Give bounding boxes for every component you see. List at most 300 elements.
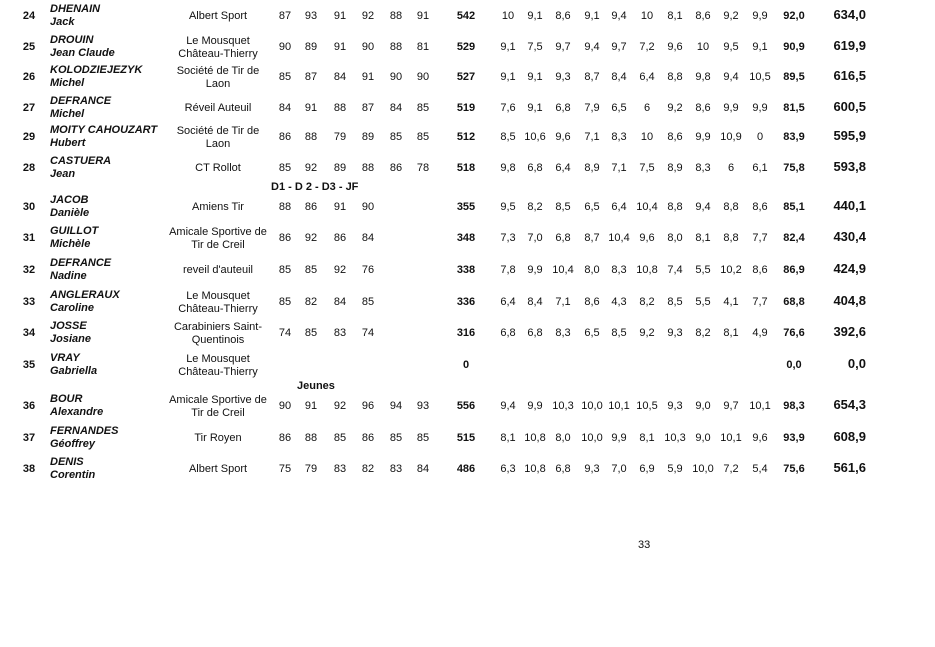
final-shot: 6,4 bbox=[639, 71, 655, 83]
series-score: 86 bbox=[389, 162, 403, 174]
series-score: 85 bbox=[389, 432, 403, 444]
series-score: 96 bbox=[361, 400, 375, 412]
final-shot: 9,1 bbox=[584, 10, 600, 22]
series-score: 85 bbox=[278, 162, 292, 174]
series-score: 90 bbox=[389, 71, 403, 83]
club-name: Société de Tir de Laon bbox=[176, 65, 260, 90]
series-score: 86 bbox=[304, 201, 318, 213]
first-name: Alexandre bbox=[50, 406, 104, 418]
series-score: 88 bbox=[389, 10, 403, 22]
final-shot: 9,9 bbox=[695, 131, 711, 143]
final-shot: 4,9 bbox=[752, 327, 768, 339]
series-score: 89 bbox=[361, 131, 375, 143]
series-score: 85 bbox=[278, 71, 292, 83]
first-name: Hubert bbox=[50, 137, 86, 149]
final-shot: 9,1 bbox=[527, 71, 543, 83]
shooter-name bbox=[50, 289, 120, 315]
last-name: DHENAIN bbox=[50, 3, 101, 15]
club-name: Albert Sport bbox=[188, 10, 248, 22]
last-name: MOITY CAHOUZART bbox=[50, 124, 158, 136]
last-name: DENIS bbox=[50, 456, 84, 468]
grand-total: 0,0 bbox=[847, 356, 866, 371]
final-shot: 8,8 bbox=[667, 71, 683, 83]
final-shot: 8,2 bbox=[695, 327, 711, 339]
final-shot: 8,5 bbox=[611, 327, 627, 339]
final-shot: 8,7 bbox=[584, 71, 600, 83]
series-score: 88 bbox=[361, 162, 375, 174]
shooter-name bbox=[50, 425, 118, 451]
final-shot: 9,2 bbox=[639, 327, 655, 339]
final-shot: 9,1 bbox=[527, 10, 543, 22]
last-name: DEFRANCE bbox=[50, 95, 112, 107]
final-shot: 7,3 bbox=[500, 232, 516, 244]
final-shot: 9,4 bbox=[695, 201, 711, 213]
final-shot: 8,2 bbox=[639, 296, 655, 308]
rank: 27 bbox=[22, 102, 36, 114]
first-name: Josiane bbox=[50, 333, 91, 345]
series-score: 84 bbox=[333, 71, 347, 83]
first-name: Géoffrey bbox=[50, 438, 96, 450]
final-shot: 6,9 bbox=[639, 463, 655, 475]
final-shot: 7,1 bbox=[611, 162, 627, 174]
final-shot: 8,1 bbox=[639, 432, 655, 444]
series-score: 90 bbox=[278, 400, 292, 412]
final-shot: 8,6 bbox=[584, 296, 600, 308]
series-score: 91 bbox=[304, 400, 318, 412]
final-shot: 8,6 bbox=[695, 102, 711, 114]
final-shot: 4,3 bbox=[611, 296, 627, 308]
first-name: Jack bbox=[50, 16, 75, 28]
final-shot: 9,9 bbox=[527, 264, 543, 276]
series-score: 90 bbox=[361, 41, 375, 53]
club-name: Le Mousquet Château-Thierry bbox=[178, 353, 258, 378]
final-shot: 10,3 bbox=[664, 432, 686, 444]
final-shot: 9,7 bbox=[611, 41, 627, 53]
final-shot: 10,0 bbox=[581, 432, 603, 444]
final-shot: 9,6 bbox=[667, 41, 683, 53]
final-shot: 6,5 bbox=[584, 201, 600, 213]
grand-total: 404,8 bbox=[833, 293, 866, 308]
series-score: 93 bbox=[416, 400, 430, 412]
final-total: 75,8 bbox=[783, 162, 805, 174]
final-shot: 9,1 bbox=[500, 71, 516, 83]
series-score: 87 bbox=[278, 10, 292, 22]
series-score: 79 bbox=[304, 463, 318, 475]
series-score: 85 bbox=[304, 327, 318, 339]
final-shot: 8,1 bbox=[723, 327, 739, 339]
last-name: ANGLERAUX bbox=[50, 289, 120, 301]
final-shot: 8,6 bbox=[695, 10, 711, 22]
final-shot: 7,5 bbox=[639, 162, 655, 174]
series-score: 88 bbox=[304, 131, 318, 143]
last-name: KOLODZIEJEZYK bbox=[50, 64, 143, 76]
rank: 29 bbox=[22, 131, 36, 143]
final-shot: 10 bbox=[640, 131, 654, 143]
series-score: 84 bbox=[278, 102, 292, 114]
final-total: 86,9 bbox=[783, 264, 805, 276]
shooter-name bbox=[50, 124, 157, 150]
final-shot: 8,1 bbox=[500, 432, 516, 444]
series-score: 92 bbox=[361, 10, 375, 22]
series-score: 74 bbox=[278, 327, 292, 339]
series-score: 91 bbox=[416, 10, 430, 22]
final-shot: 8,1 bbox=[667, 10, 683, 22]
first-name: Nadine bbox=[50, 270, 87, 282]
club-name: Amicale Sportive de Tir de Creil bbox=[169, 394, 267, 419]
grand-total: 430,4 bbox=[833, 229, 866, 244]
series-score: 84 bbox=[361, 232, 375, 244]
qualification-total: 0 bbox=[462, 359, 470, 371]
club-name: Société de Tir de Laon bbox=[176, 125, 260, 150]
series-score: 85 bbox=[416, 432, 430, 444]
section-heading: Jeunes bbox=[297, 380, 335, 392]
first-name: Jean Claude bbox=[50, 47, 115, 59]
final-shot: 8,5 bbox=[500, 131, 516, 143]
series-score: 75 bbox=[278, 463, 292, 475]
series-score: 91 bbox=[361, 71, 375, 83]
final-shot: 9,9 bbox=[527, 400, 543, 412]
section-heading: D1 - D 2 - D3 - JF bbox=[271, 181, 359, 193]
final-shot: 7,2 bbox=[723, 463, 739, 475]
qualification-total: 542 bbox=[456, 10, 476, 22]
final-shot: 10,1 bbox=[720, 432, 742, 444]
final-shot: 10 bbox=[696, 41, 710, 53]
first-name: Michel bbox=[50, 77, 85, 89]
shooter-name bbox=[50, 257, 111, 283]
series-score: 91 bbox=[304, 102, 318, 114]
series-score: 88 bbox=[333, 102, 347, 114]
first-name: Michèle bbox=[50, 238, 91, 250]
final-shot: 10,6 bbox=[524, 131, 546, 143]
final-shot: 10,9 bbox=[720, 131, 742, 143]
series-score: 85 bbox=[278, 264, 292, 276]
rank: 24 bbox=[22, 10, 36, 22]
club-name: Albert Sport bbox=[188, 463, 248, 475]
final-shot: 8,6 bbox=[667, 131, 683, 143]
club-name: CT Rollot bbox=[195, 162, 241, 174]
final-shot: 5,9 bbox=[667, 463, 683, 475]
series-score: 88 bbox=[304, 432, 318, 444]
final-shot: 10,1 bbox=[608, 400, 630, 412]
final-shot: 6,8 bbox=[555, 102, 571, 114]
final-shot: 8,0 bbox=[584, 264, 600, 276]
series-score: 83 bbox=[333, 327, 347, 339]
series-score: 89 bbox=[333, 162, 347, 174]
final-total: 68,8 bbox=[783, 296, 805, 308]
final-shot: 8,3 bbox=[555, 327, 571, 339]
shooter-name bbox=[50, 34, 115, 60]
final-shot: 10,0 bbox=[581, 400, 603, 412]
final-shot: 10 bbox=[501, 10, 515, 22]
series-score: 86 bbox=[333, 232, 347, 244]
final-shot: 9,3 bbox=[555, 71, 571, 83]
series-score: 85 bbox=[389, 131, 403, 143]
final-shot: 9,6 bbox=[639, 232, 655, 244]
final-shot: 9,7 bbox=[555, 41, 571, 53]
series-score: 76 bbox=[361, 264, 375, 276]
final-shot: 10 bbox=[640, 10, 654, 22]
qualification-total: 486 bbox=[456, 463, 476, 475]
series-score: 92 bbox=[333, 400, 347, 412]
rank: 35 bbox=[22, 359, 36, 371]
qualification-total: 355 bbox=[456, 201, 476, 213]
final-shot: 8,4 bbox=[611, 71, 627, 83]
qualification-total: 338 bbox=[456, 264, 476, 276]
final-shot: 6,4 bbox=[555, 162, 571, 174]
final-shot: 7,8 bbox=[500, 264, 516, 276]
final-shot: 6 bbox=[643, 102, 651, 114]
qualification-total: 515 bbox=[456, 432, 476, 444]
final-shot: 7,7 bbox=[752, 232, 768, 244]
series-score: 84 bbox=[416, 463, 430, 475]
final-shot: 8,3 bbox=[695, 162, 711, 174]
final-shot: 10,4 bbox=[608, 232, 630, 244]
final-shot: 10,4 bbox=[636, 201, 658, 213]
series-score: 84 bbox=[389, 102, 403, 114]
series-score: 91 bbox=[333, 10, 347, 22]
series-score: 83 bbox=[333, 463, 347, 475]
grand-total: 440,1 bbox=[833, 198, 866, 213]
final-shot: 9,9 bbox=[752, 10, 768, 22]
series-score: 92 bbox=[304, 162, 318, 174]
qualification-total: 348 bbox=[456, 232, 476, 244]
series-score: 91 bbox=[333, 201, 347, 213]
club-name: Le Mousquet Château-Thierry bbox=[178, 290, 258, 315]
final-shot: 8,6 bbox=[555, 10, 571, 22]
final-shot: 7,7 bbox=[752, 296, 768, 308]
final-shot: 9,6 bbox=[555, 131, 571, 143]
final-shot: 7,5 bbox=[527, 41, 543, 53]
final-shot: 9,4 bbox=[611, 10, 627, 22]
final-shot: 7,6 bbox=[500, 102, 516, 114]
club-name: Le Mousquet Château-Thierry bbox=[178, 35, 258, 60]
final-shot: 7,4 bbox=[667, 264, 683, 276]
qualification-total: 529 bbox=[456, 41, 476, 53]
series-score: 85 bbox=[278, 296, 292, 308]
first-name: Michel bbox=[50, 108, 85, 120]
final-shot: 7,0 bbox=[527, 232, 543, 244]
grand-total: 608,9 bbox=[833, 429, 866, 444]
grand-total: 595,9 bbox=[833, 128, 866, 143]
rank: 31 bbox=[22, 232, 36, 244]
final-total: 75,6 bbox=[783, 463, 805, 475]
final-shot: 8,5 bbox=[555, 201, 571, 213]
rank: 34 bbox=[22, 327, 36, 339]
qualification-total: 336 bbox=[456, 296, 476, 308]
series-score: 85 bbox=[333, 432, 347, 444]
last-name: JACOB bbox=[50, 194, 89, 206]
series-score: 87 bbox=[304, 71, 318, 83]
final-total: 81,5 bbox=[783, 102, 805, 114]
last-name: CASTUERA bbox=[50, 155, 112, 167]
final-total: 89,5 bbox=[783, 71, 805, 83]
final-shot: 8,7 bbox=[584, 232, 600, 244]
series-score: 78 bbox=[416, 162, 430, 174]
last-name: FERNANDES bbox=[50, 425, 119, 437]
series-score: 92 bbox=[304, 232, 318, 244]
final-shot: 10,4 bbox=[552, 264, 574, 276]
final-shot: 8,6 bbox=[752, 264, 768, 276]
final-shot: 9,2 bbox=[723, 10, 739, 22]
final-shot: 10,0 bbox=[692, 463, 714, 475]
final-shot: 9,1 bbox=[500, 41, 516, 53]
series-score: 94 bbox=[389, 400, 403, 412]
final-shot: 9,3 bbox=[667, 400, 683, 412]
shooter-name bbox=[50, 3, 100, 29]
final-shot: 10,1 bbox=[749, 400, 771, 412]
rank: 37 bbox=[22, 432, 36, 444]
final-shot: 7,9 bbox=[584, 102, 600, 114]
final-shot: 9,4 bbox=[723, 71, 739, 83]
final-total: 93,9 bbox=[783, 432, 805, 444]
series-score: 81 bbox=[416, 41, 430, 53]
series-score: 86 bbox=[278, 432, 292, 444]
series-score: 90 bbox=[278, 41, 292, 53]
final-shot: 9,1 bbox=[752, 41, 768, 53]
final-shot: 6 bbox=[727, 162, 735, 174]
shooter-name bbox=[50, 155, 111, 181]
last-name: JOSSE bbox=[50, 320, 87, 332]
series-score: 79 bbox=[333, 131, 347, 143]
shooter-name bbox=[50, 64, 142, 90]
final-shot: 7,2 bbox=[639, 41, 655, 53]
final-shot: 8,3 bbox=[611, 264, 627, 276]
series-score: 88 bbox=[389, 41, 403, 53]
club-name: reveil d'auteuil bbox=[183, 264, 253, 276]
final-total: 98,3 bbox=[783, 400, 805, 412]
first-name: Jean bbox=[50, 168, 76, 180]
final-shot: 7,1 bbox=[584, 131, 600, 143]
grand-total: 634,0 bbox=[833, 7, 866, 22]
series-score: 85 bbox=[304, 264, 318, 276]
final-shot: 10,8 bbox=[636, 264, 658, 276]
rank: 28 bbox=[22, 162, 36, 174]
final-shot: 8,9 bbox=[584, 162, 600, 174]
grand-total: 616,5 bbox=[833, 68, 866, 83]
shooter-name bbox=[50, 352, 97, 378]
final-shot: 9,9 bbox=[752, 102, 768, 114]
shooter-name bbox=[50, 194, 89, 220]
qualification-total: 518 bbox=[456, 162, 476, 174]
series-score: 90 bbox=[361, 201, 375, 213]
final-shot: 9,8 bbox=[500, 162, 516, 174]
final-shot: 9,9 bbox=[723, 102, 739, 114]
final-shot: 7,1 bbox=[555, 296, 571, 308]
grand-total: 600,5 bbox=[833, 99, 866, 114]
final-shot: 9,7 bbox=[723, 400, 739, 412]
page-number: 33 bbox=[638, 539, 651, 551]
series-score: 91 bbox=[333, 41, 347, 53]
final-shot: 6,5 bbox=[611, 102, 627, 114]
final-total: 85,1 bbox=[783, 201, 805, 213]
series-score: 89 bbox=[304, 41, 318, 53]
club-name: Amiens Tir bbox=[192, 201, 244, 213]
series-score: 84 bbox=[333, 296, 347, 308]
final-shot: 9,1 bbox=[527, 102, 543, 114]
final-shot: 8,5 bbox=[667, 296, 683, 308]
final-shot: 10,2 bbox=[720, 264, 742, 276]
final-total: 90,9 bbox=[783, 41, 805, 53]
final-shot: 6,8 bbox=[527, 327, 543, 339]
final-shot: 8,8 bbox=[667, 201, 683, 213]
final-total: 82,4 bbox=[783, 232, 805, 244]
final-shot: 9,8 bbox=[695, 71, 711, 83]
final-shot: 9,0 bbox=[695, 432, 711, 444]
final-shot: 5,5 bbox=[695, 264, 711, 276]
qualification-total: 556 bbox=[456, 400, 476, 412]
final-shot: 6,8 bbox=[527, 162, 543, 174]
grand-total: 619,9 bbox=[833, 38, 866, 53]
series-score: 93 bbox=[304, 10, 318, 22]
final-shot: 10,3 bbox=[552, 400, 574, 412]
final-shot: 10,5 bbox=[636, 400, 658, 412]
final-total: 76,6 bbox=[783, 327, 805, 339]
first-name: Caroline bbox=[50, 302, 95, 314]
rank: 38 bbox=[22, 463, 36, 475]
series-score: 90 bbox=[416, 71, 430, 83]
final-shot: 0 bbox=[756, 131, 764, 143]
series-score: 86 bbox=[278, 131, 292, 143]
final-shot: 9,4 bbox=[500, 400, 516, 412]
final-shot: 10,8 bbox=[524, 432, 546, 444]
final-shot: 7,0 bbox=[611, 463, 627, 475]
final-shot: 5,4 bbox=[752, 463, 768, 475]
final-shot: 10,8 bbox=[524, 463, 546, 475]
final-shot: 9,9 bbox=[611, 432, 627, 444]
qualification-total: 316 bbox=[456, 327, 476, 339]
shooter-name bbox=[50, 320, 91, 346]
final-shot: 6,8 bbox=[555, 463, 571, 475]
final-shot: 9,5 bbox=[500, 201, 516, 213]
rank: 26 bbox=[22, 71, 36, 83]
first-name: Gabriella bbox=[50, 365, 98, 377]
final-shot: 6,3 bbox=[500, 463, 516, 475]
club-name: Tir Royen bbox=[194, 432, 242, 444]
final-shot: 6,1 bbox=[752, 162, 768, 174]
final-total: 83,9 bbox=[783, 131, 805, 143]
qualification-total: 512 bbox=[456, 131, 476, 143]
final-shot: 8,8 bbox=[723, 232, 739, 244]
final-total: 0,0 bbox=[786, 359, 802, 371]
series-score: 74 bbox=[361, 327, 375, 339]
series-score: 83 bbox=[389, 463, 403, 475]
final-shot: 6,8 bbox=[555, 232, 571, 244]
first-name: Danièle bbox=[50, 207, 90, 219]
grand-total: 654,3 bbox=[833, 397, 866, 412]
final-shot: 4,1 bbox=[723, 296, 739, 308]
rank: 25 bbox=[22, 41, 36, 53]
final-shot: 9,5 bbox=[723, 41, 739, 53]
final-shot: 8,1 bbox=[695, 232, 711, 244]
club-name: Amicale Sportive de Tir de Creil bbox=[169, 226, 267, 251]
final-shot: 9,3 bbox=[584, 463, 600, 475]
rank: 30 bbox=[22, 201, 36, 213]
shooter-name bbox=[50, 95, 111, 121]
qualification-total: 519 bbox=[456, 102, 476, 114]
series-score: 82 bbox=[304, 296, 318, 308]
rank: 33 bbox=[22, 296, 36, 308]
grand-total: 424,9 bbox=[833, 261, 866, 276]
first-name: Corentin bbox=[50, 469, 96, 481]
final-shot: 6,8 bbox=[500, 327, 516, 339]
final-shot: 9,4 bbox=[584, 41, 600, 53]
grand-total: 392,6 bbox=[833, 324, 866, 339]
final-shot: 8,3 bbox=[611, 131, 627, 143]
final-shot: 8,0 bbox=[555, 432, 571, 444]
series-score: 87 bbox=[361, 102, 375, 114]
shooter-name bbox=[50, 393, 103, 419]
final-shot: 6,4 bbox=[611, 201, 627, 213]
